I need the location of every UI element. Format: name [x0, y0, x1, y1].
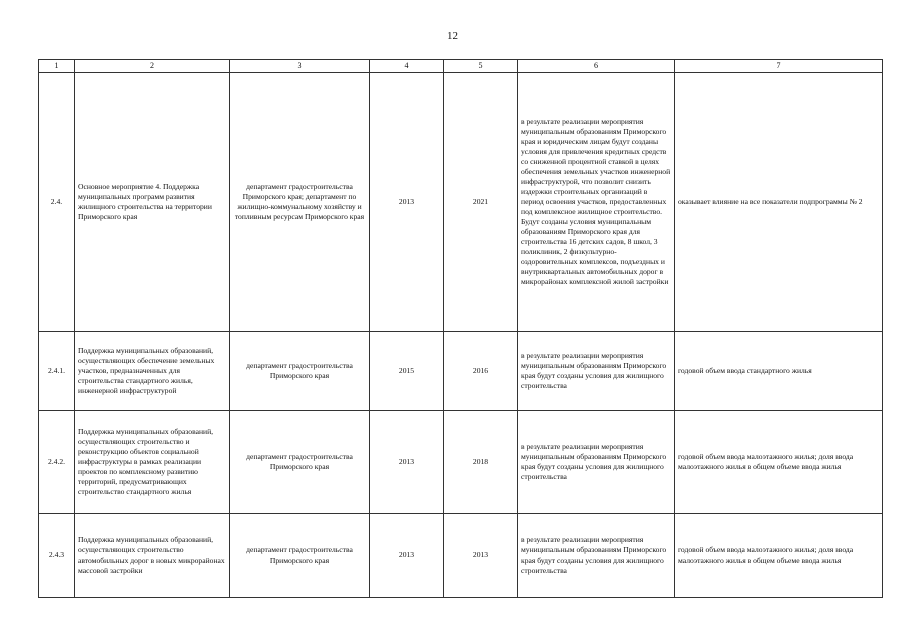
executor: департамент градостроительства Приморского края — [230, 411, 370, 514]
column-header: 2 — [75, 60, 230, 73]
program-events-table — [38, 59, 883, 598]
indicators: годовой объем ввода малоэтажного жилья; доля ввода малоэтажного жилья в общем объеме ввода жилья — [675, 411, 883, 514]
start-year: 2013 — [370, 411, 444, 514]
expected-result: в результате реализации мероприятия муниципальным образованиям Приморского края будут созданы условия для жилищного строительства — [518, 514, 675, 598]
executor: департамент градостроительства Приморского края; департамент по жилищно-коммунальному хозяйству и топливным ресурсам Приморского края — [230, 73, 370, 332]
column-header: 6 — [518, 60, 675, 73]
page-number: 12 — [447, 30, 458, 42]
row-number: 2.4.2. — [39, 411, 75, 514]
executor: департамент градостроительства Приморского края — [230, 332, 370, 411]
table-row — [39, 332, 883, 411]
expected-result: в результате реализации мероприятия муниципальным образованиям Приморского края будут созданы условия для жилищного строительства — [518, 411, 675, 514]
indicators: оказывает влияние на все показатели подпрограммы № 2 — [675, 73, 883, 332]
column-number-row — [39, 60, 883, 73]
column-header: 4 — [370, 60, 444, 73]
column-header: 3 — [230, 60, 370, 73]
start-year: 2013 — [370, 514, 444, 598]
start-year: 2015 — [370, 332, 444, 411]
table-row — [39, 411, 883, 514]
end-year: 2016 — [444, 332, 518, 411]
expected-result: в результате реализации мероприятия муниципальным образованиям Приморского края и юридическим лицам будут созданы условия для привлечения кредитных средств со сниженной процентной ставкой в целях обеспечения земельных участков инженерной инфраструктурой, что позволит снизить издержки строительных организаций в период освоения участков, предоставленных под комплексное жилищное строительство. Будут созданы условия муниципальным образованиям Приморского края для строительства 16 детских садов, 8 школ, 3 поликлиник, 2 физкультурно-оздоровительных комплексов, подъездных и внутриквартальных автомобильных дорог в микрорайонах комплексной жилой застройки — [518, 73, 675, 332]
table-row — [39, 73, 883, 332]
column-header: 1 — [39, 60, 75, 73]
event-name: Основное мероприятие 4. Поддержка муниципальных программ развития жилищного строительства на территории Приморского края — [75, 73, 230, 332]
row-number: 2.4.1. — [39, 332, 75, 411]
event-name: Поддержка муниципальных образований, осуществляющих строительство автомобильных дорог в новых микрорайонах массовой застройки — [75, 514, 230, 598]
column-header: 7 — [675, 60, 883, 73]
indicators: годовой объем ввода стандартного жилья — [675, 332, 883, 411]
event-name: Поддержка муниципальных образований, осуществляющих строительство и реконструкцию объектов социальной инфраструктуры в рамках реализации проектов по комплексному развитию территорий, предусматривающих строительство стандартного жилья — [75, 411, 230, 514]
end-year: 2021 — [444, 73, 518, 332]
table-row — [39, 514, 883, 598]
start-year: 2013 — [370, 73, 444, 332]
column-header: 5 — [444, 60, 518, 73]
end-year: 2013 — [444, 514, 518, 598]
expected-result: в результате реализации мероприятия муниципальным образованиям Приморского края будут созданы условия для жилищного строительства — [518, 332, 675, 411]
row-number: 2.4.3 — [39, 514, 75, 598]
end-year: 2018 — [444, 411, 518, 514]
indicators: годовой объем ввода малоэтажного жилья; доля ввода малоэтажного жилья в общем объеме ввода жилья — [675, 514, 883, 598]
row-number: 2.4. — [39, 73, 75, 332]
executor: департамент градостроительства Приморского края — [230, 514, 370, 598]
event-name: Поддержка муниципальных образований, осуществляющих обеспечение земельных участков, предназначенных для строительства стандартного жилья, инженерной инфраструктурой — [75, 332, 230, 411]
